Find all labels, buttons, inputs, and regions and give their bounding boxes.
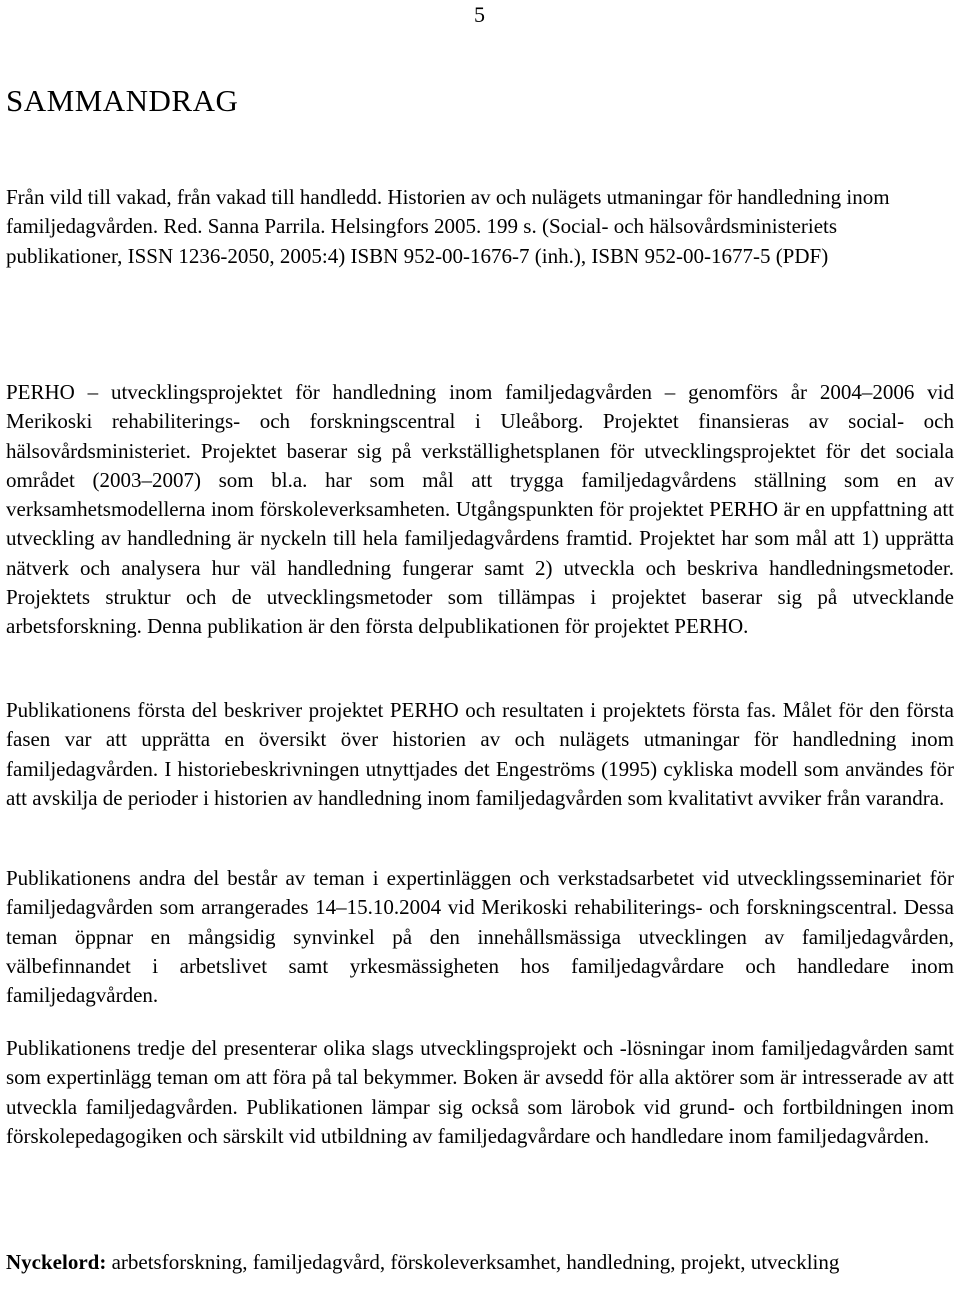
page-number: 5 (474, 2, 485, 27)
page-title: SAMMANDRAG (6, 83, 239, 118)
keywords (6, 1248, 954, 1277)
summary-paragraph-2: Publikationens första del beskriver projektet PERHO och resultaten i projektets första fas. Målet för den första fasen var att upprätta en översikt över historien av och nulägets utmaningar för handledning inom familjedagvården. I historiebeskrivningen utnyttjades det Engeströms (1995) cykliska modell som användes för att avskilja de perioder i historien av handledning inom familjedagvården som kvalitativt avviker från varandra. (6, 698, 954, 810)
summary-paragraph-1: PERHO – utvecklingsprojektet för handledning inom familjedagvården – genomförs år 2004–2006 vid Merikoski rehabiliterings- och forskningscentral i Uleåborg. Projektet finansieras av social- och hälsovårdsministeriet. Projektet baserar sig på verkställighetsplanen för utvecklingsprojektet för det sociala området (2003–2007) som bl.a. har som mål att trygga familjedagvårdens ställning som en av verksamhetsmodellerna inom förskoleverksamheten. Utgångspunkten för projektet PERHO är en uppfattning att utveckling av handledning är nyckeln till hela familjedagvårdens framtid. Projektet har som mål att 1) upprätta nätverk och analysera hur väl handledning fungerar samt 2) utveckla och beskriva handledningsmetoder. Projektets struktur och de utvecklingsmetoder som tillämpas i projektet baserar sig på utvecklande arbetsforskning. Denna publikation är den första delpublikationen för projektet PERHO. (6, 380, 954, 639)
keywords-list: arbetsforskning, familjedagvård, förskoleverksamhet, handledning, projekt, utveckling (111, 1250, 840, 1274)
summary-paragraph-3: Publikationens andra del består av teman i expertinläggen och verkstadsarbetet vid utvecklingsseminariet för familjedagvården som arrangerades 14–15.10.2004 vid Merikoski rehabiliterings- och forskningscentral. Dessa teman öppnar en mångsidig synvinkel på den innehållsmässiga utvecklingen av familjedagvården, välbefinnandet i arbetslivet samt yrkesmässigheten hos familjedagvårdare och handledare inom familjedagvården. (6, 866, 954, 1008)
summary-paragraph-4: Publikationens tredje del presenterar olika slags utvecklingsprojekt och -lösningar inom familjedagvården samt som expertinlägg teman om att föra på tal bekymmer. Boken är avsedd för alla aktörer som är intresserade av att utveckla familjedagvården. Publikationen lämpar sig också som lärobok vid grund- och fortbildningen inom förskolepedagogiken och särskilt vid utbildning av familjedagvårdare och handledare inom familjedagvården. (6, 1036, 954, 1148)
citation-text: Från vild till vakad, från vakad till handledd. Historien av och nulägets utmaningar för handledning inom familjedagvården. Red. Sanna Parrila. Helsingfors 2005. 199 s. (Social- och hälsovårdsministeriets publikationer, ISSN 1236-2050, 2005:4) ISBN 952-00-1676-7 (inh.), ISBN 952-00-1677-5 (PDF) (6, 185, 890, 268)
keywords-label: Nyckelord: (6, 1250, 107, 1274)
